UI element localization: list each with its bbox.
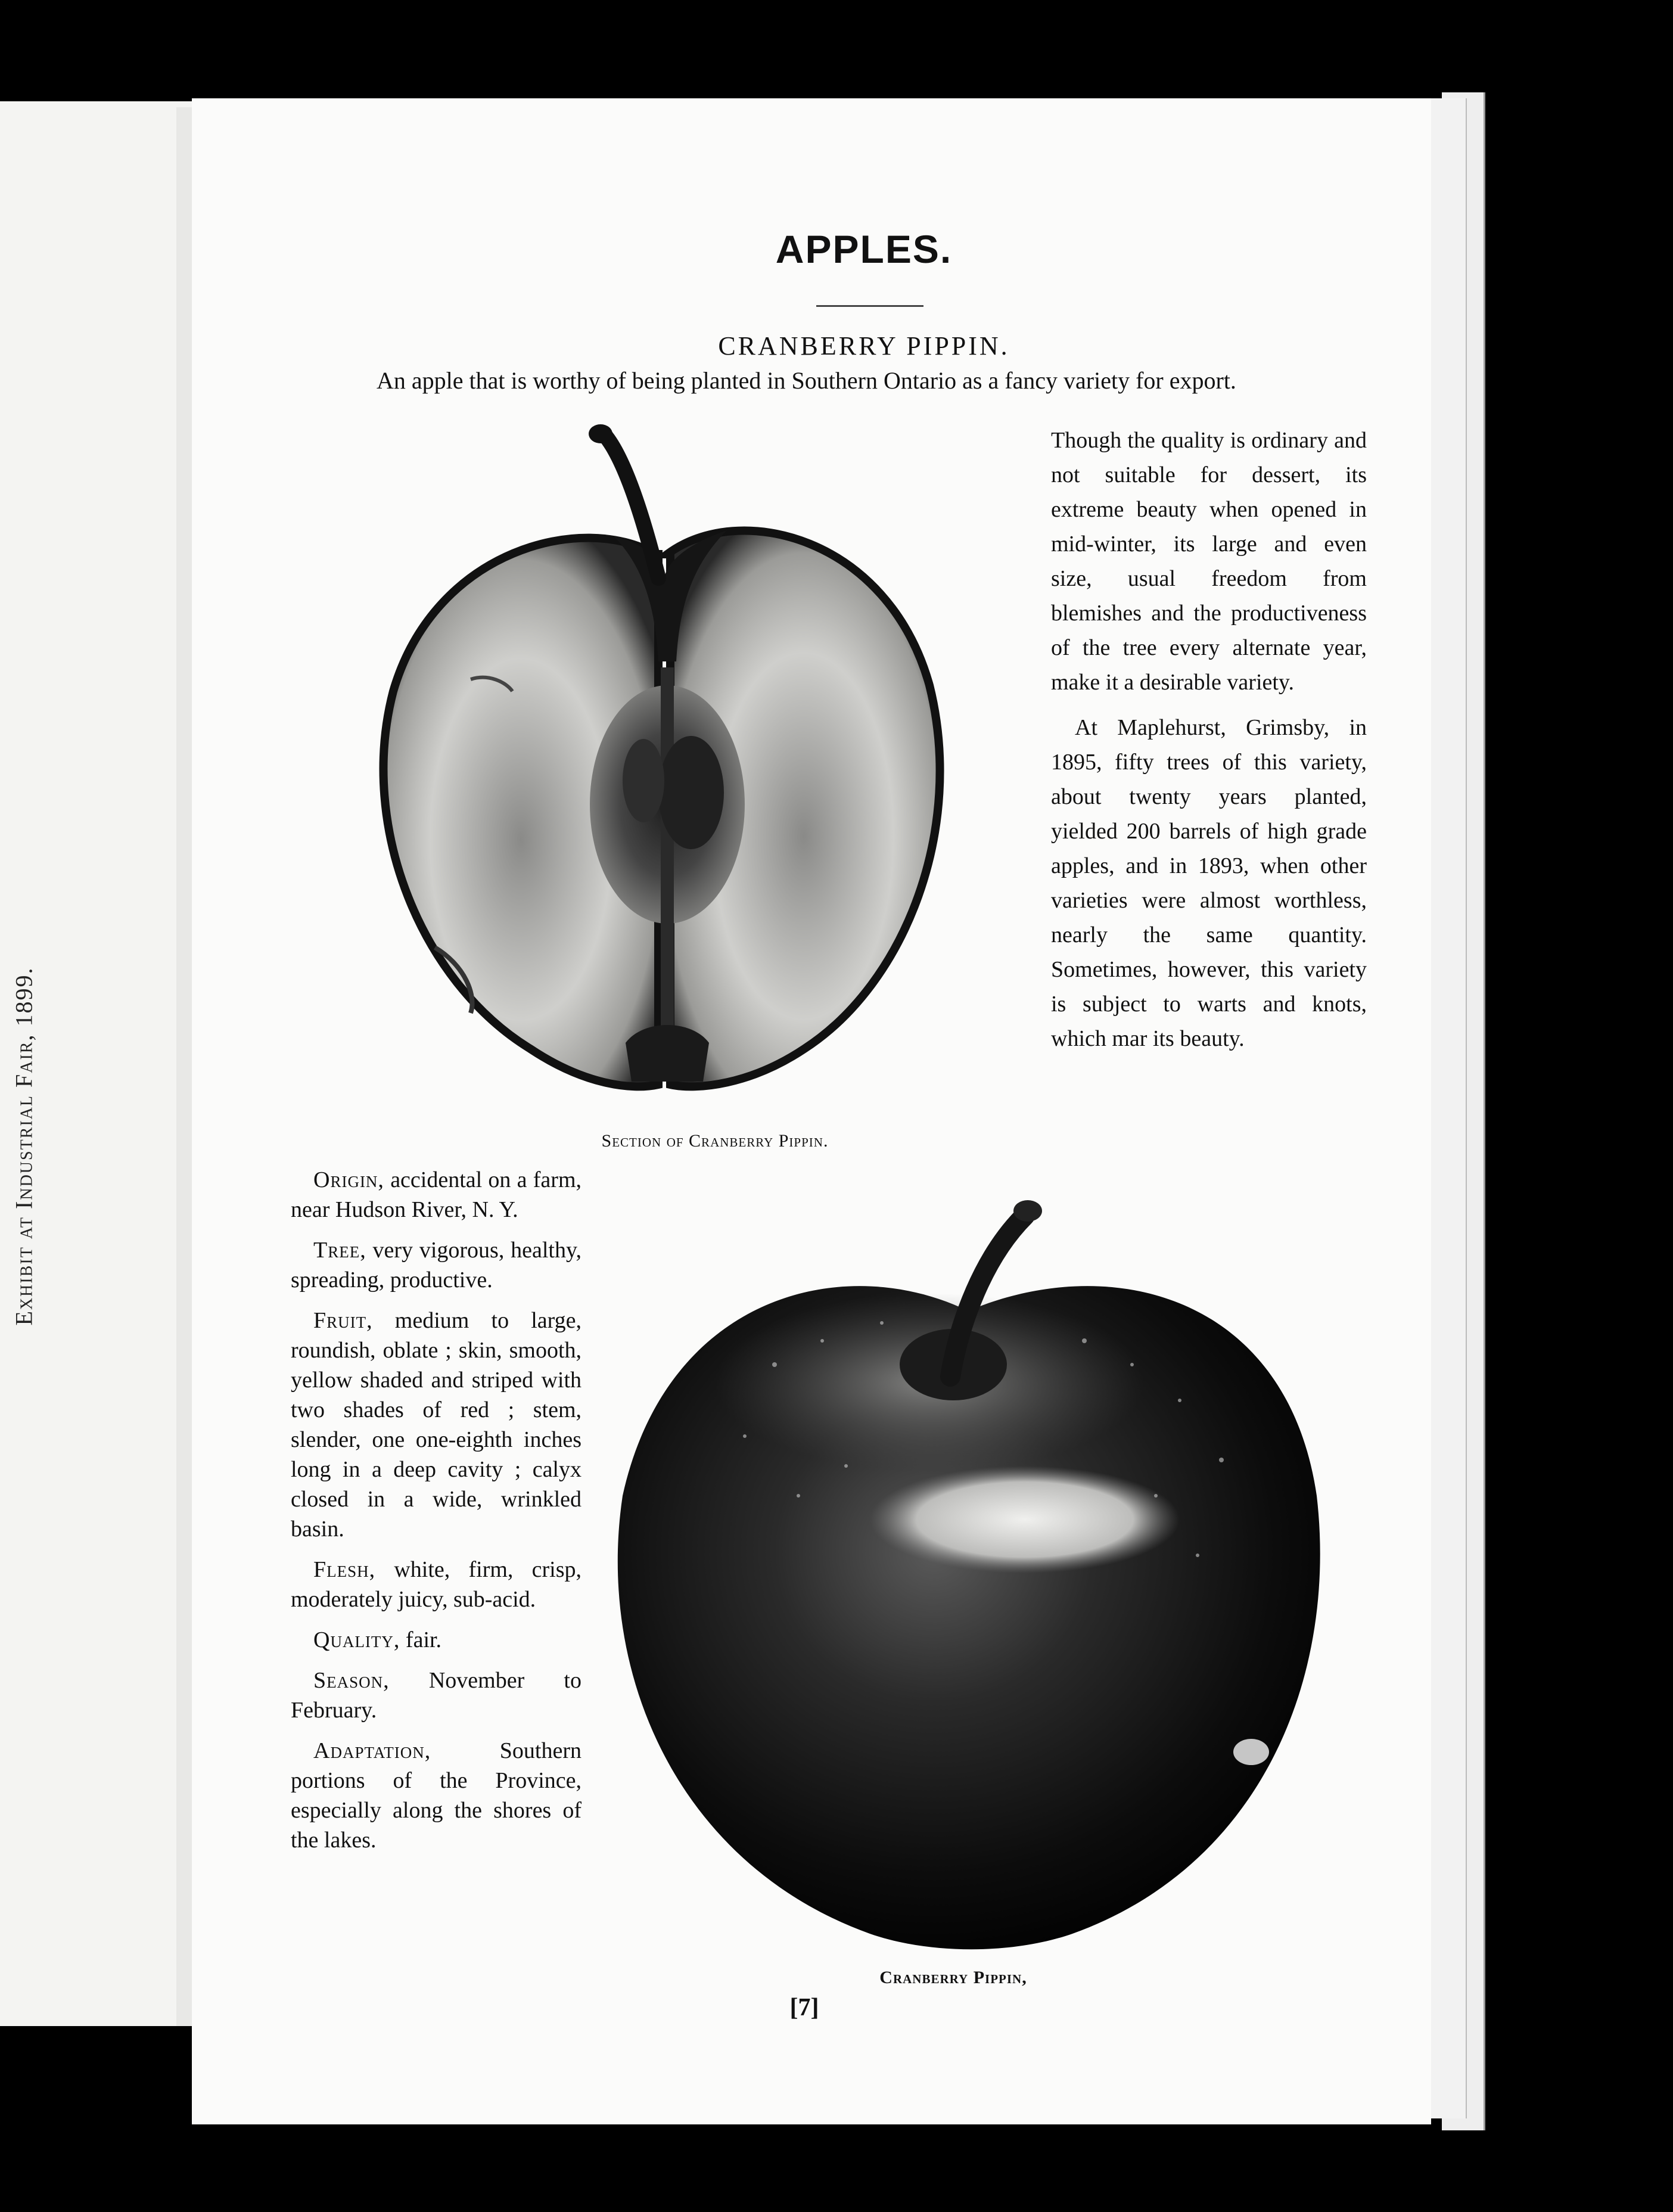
adaptation-entry xyxy=(291,1736,581,1855)
quality-entry xyxy=(291,1625,581,1655)
origin-entry xyxy=(291,1165,581,1225)
running-head: Exhibit at Industrial Fair, 1899. xyxy=(10,967,38,1326)
intro-line: An apple that is worthy of being planted in Southern Ontario as a fancy variety for export. xyxy=(377,367,1236,394)
page-title: APPLES. xyxy=(775,227,953,271)
apple-section-photo xyxy=(334,411,1019,1126)
intro-paragraph-1: Though the quality is ordinary and not suitable for dessert, its extreme beauty when opened in mid-winter, its large and even size, usual freedom from blemishes and the productiveness of the tree every alternate year, make it a desirable variety. xyxy=(1051,428,1367,695)
flesh-entry xyxy=(291,1555,581,1614)
quality-text: fair. xyxy=(405,1627,442,1652)
season-label: Season, xyxy=(313,1668,390,1693)
title-rule xyxy=(816,305,923,307)
page-number: [7] xyxy=(789,1994,819,2021)
variety-heading: CRANBERRY PIPPIN. xyxy=(718,331,1010,361)
adaptation-text: Southern portions of the Province, especially along the shores of the lakes. xyxy=(291,1738,581,1853)
tree-text: very vigorous, healthy, spreading, productive. xyxy=(291,1238,581,1293)
origin-label: Origin, xyxy=(313,1167,384,1192)
quality-label: Quality, xyxy=(313,1627,400,1652)
left-page-edge xyxy=(176,107,194,2026)
flesh-label: Flesh, xyxy=(313,1557,376,1582)
whole-apple-caption: Cranberry Pippin, xyxy=(879,1968,1027,1987)
season-text: November to February. xyxy=(291,1668,581,1723)
flesh-text: white, firm, crisp, moderately juicy, sub-acid. xyxy=(291,1557,582,1612)
fruit-text: medium to large, roundish, oblate ; skin, smooth, yellow shaded and striped with two shades of red ; stem, slender, one one-eighth inches long in a deep cavity ; calyx closed in a wide, wrinkled basin. xyxy=(291,1308,581,1542)
fruit-entry xyxy=(291,1306,581,1544)
section-caption: Section of Cranberry Pippin. xyxy=(601,1131,829,1151)
adaptation-label: Adaptation, xyxy=(313,1738,431,1763)
origin-text: accidental on a farm, near Hudson River, N. Y. xyxy=(291,1167,582,1222)
whole-apple-photo xyxy=(596,1186,1341,1972)
intro-paragraph-2: At Maplehurst, Grimsby, in 1895, fifty trees of this variety, about twenty years planted, yielded 200 barrels of high grade apples, and in 1893, when other varieties were almost worthless, nearly the same quantity. Sometimes, however, this variety is subject to warts and knots, which mar its beauty. xyxy=(1051,715,1367,1051)
fruit-label: Fruit, xyxy=(313,1308,373,1333)
tree-label: Tree, xyxy=(313,1238,366,1263)
tree-entry xyxy=(291,1235,581,1295)
season-entry xyxy=(291,1666,581,1725)
intro-column xyxy=(1051,423,1367,1067)
description-column xyxy=(291,1165,581,1866)
